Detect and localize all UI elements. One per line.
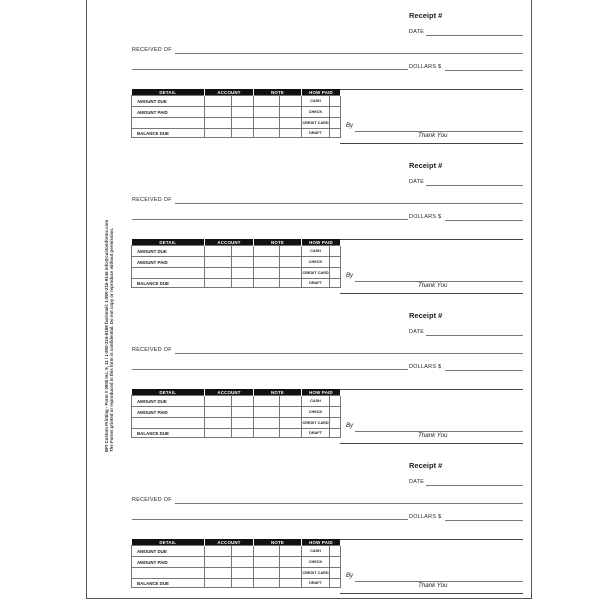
table-cell[interactable] bbox=[254, 418, 280, 429]
table-cell[interactable] bbox=[205, 579, 232, 588]
table-cell[interactable] bbox=[232, 396, 254, 407]
thank-you-text: Thank You bbox=[418, 432, 448, 439]
amount-paid-label: AMOUNT PAID bbox=[132, 107, 205, 118]
side-imprint-line-2: The Forms printed or reproduced in this form is confidential. Do not copy or reproduce without permission. bbox=[109, 227, 114, 452]
draft-checkbox[interactable] bbox=[330, 129, 341, 138]
account-header: ACCOUNT bbox=[205, 389, 254, 396]
table-cell[interactable] bbox=[205, 118, 232, 129]
table-cell[interactable] bbox=[205, 429, 232, 438]
table-cell[interactable] bbox=[205, 418, 232, 429]
thank-you-text: Thank You bbox=[418, 132, 448, 139]
table-cell[interactable] bbox=[280, 557, 302, 568]
dollars-field[interactable] bbox=[445, 520, 523, 521]
table-cell[interactable] bbox=[232, 107, 254, 118]
table-cell[interactable] bbox=[280, 257, 302, 268]
table-cell[interactable] bbox=[280, 396, 302, 407]
table-cell[interactable] bbox=[205, 407, 232, 418]
table-cell[interactable] bbox=[232, 568, 254, 579]
credit-card-checkbox[interactable] bbox=[330, 418, 341, 429]
amount-due-label: AMOUNT DUE bbox=[132, 96, 205, 107]
table-cell[interactable] bbox=[280, 246, 302, 257]
signature-box bbox=[340, 539, 523, 594]
amount-words-field[interactable] bbox=[132, 69, 408, 70]
table-cell[interactable] bbox=[232, 118, 254, 129]
receipt-3 bbox=[87, 300, 531, 450]
detail-blank-row bbox=[132, 268, 205, 279]
table-cell[interactable] bbox=[232, 257, 254, 268]
table-cell[interactable] bbox=[254, 268, 280, 279]
received-of-field[interactable] bbox=[175, 203, 523, 204]
check-checkbox[interactable] bbox=[330, 557, 341, 568]
signature-box bbox=[340, 389, 523, 444]
date-label: DATE bbox=[409, 479, 425, 485]
table-cell[interactable] bbox=[232, 129, 254, 138]
cash-option: CASH bbox=[302, 546, 330, 557]
table-cell[interactable] bbox=[280, 107, 302, 118]
receipt-number-label: Receipt # bbox=[409, 311, 443, 320]
date-label: DATE bbox=[409, 179, 425, 185]
note-header: NOTE bbox=[254, 89, 302, 96]
check-option: CHECK bbox=[302, 257, 330, 268]
check-checkbox[interactable] bbox=[330, 107, 341, 118]
table-cell[interactable] bbox=[254, 407, 280, 418]
draft-option: DRAFT bbox=[302, 579, 330, 588]
dollars-label: DOLLARS $ bbox=[409, 514, 442, 520]
payment-table bbox=[131, 89, 341, 138]
table-cell[interactable] bbox=[280, 429, 302, 438]
account-header: ACCOUNT bbox=[205, 539, 254, 546]
amount-words-field[interactable] bbox=[132, 369, 408, 370]
draft-option: DRAFT bbox=[302, 429, 330, 438]
received-of-label: RECEIVED OF bbox=[132, 347, 172, 353]
note-header: NOTE bbox=[254, 389, 302, 396]
receipt-number-label: Receipt # bbox=[409, 461, 443, 470]
table-cell[interactable] bbox=[232, 546, 254, 557]
check-option: CHECK bbox=[302, 407, 330, 418]
draft-option: DRAFT bbox=[302, 129, 330, 138]
draft-option: DRAFT bbox=[302, 279, 330, 288]
table-cell[interactable] bbox=[232, 579, 254, 588]
account-header: ACCOUNT bbox=[205, 239, 254, 246]
detail-blank-row bbox=[132, 568, 205, 579]
table-cell[interactable] bbox=[280, 96, 302, 107]
table-cell[interactable] bbox=[254, 257, 280, 268]
date-label: DATE bbox=[409, 329, 425, 335]
payment-table bbox=[131, 539, 341, 588]
how-paid-header: HOW PAID bbox=[302, 89, 341, 96]
cash-option: CASH bbox=[302, 396, 330, 407]
detail-blank-row bbox=[132, 118, 205, 129]
by-label: By bbox=[346, 573, 354, 579]
balance-due-label: BALANCE DUE bbox=[132, 429, 205, 438]
table-cell[interactable] bbox=[232, 279, 254, 288]
amount-words-field[interactable] bbox=[132, 519, 408, 520]
table-cell[interactable] bbox=[205, 257, 232, 268]
thank-you-text: Thank You bbox=[418, 582, 448, 589]
balance-due-label: BALANCE DUE bbox=[132, 579, 205, 588]
table-cell[interactable] bbox=[205, 246, 232, 257]
credit-card-option: CREDIT CARD bbox=[302, 568, 330, 579]
side-imprint-line-1: BPI Custom Printing - Form # 0905 Inc. 9, 11 / 1-800-216-8188 fax/email: 1-800-216-9146 info@customforms.com bbox=[104, 219, 109, 452]
dollars-label: DOLLARS $ bbox=[409, 64, 442, 70]
table-cell[interactable] bbox=[254, 546, 280, 557]
balance-due-label: BALANCE DUE bbox=[132, 279, 205, 288]
by-label: By bbox=[346, 273, 354, 279]
received-of-field[interactable] bbox=[175, 503, 523, 504]
check-checkbox[interactable] bbox=[330, 257, 341, 268]
check-option: CHECK bbox=[302, 107, 330, 118]
credit-card-option: CREDIT CARD bbox=[302, 418, 330, 429]
cash-checkbox[interactable] bbox=[330, 546, 341, 557]
table-cell[interactable] bbox=[254, 246, 280, 257]
table-cell[interactable] bbox=[205, 129, 232, 138]
amount-due-label: AMOUNT DUE bbox=[132, 246, 205, 257]
credit-card-option: CREDIT CARD bbox=[302, 268, 330, 279]
table-cell[interactable] bbox=[205, 279, 232, 288]
cash-checkbox[interactable] bbox=[330, 246, 341, 257]
received-of-field[interactable] bbox=[175, 353, 523, 354]
credit-card-checkbox[interactable] bbox=[330, 268, 341, 279]
cash-option: CASH bbox=[302, 246, 330, 257]
check-checkbox[interactable] bbox=[330, 407, 341, 418]
table-cell[interactable] bbox=[205, 96, 232, 107]
received-of-field[interactable] bbox=[175, 53, 523, 54]
amount-words-field[interactable] bbox=[132, 219, 408, 220]
table-cell[interactable] bbox=[205, 568, 232, 579]
note-header: NOTE bbox=[254, 539, 302, 546]
amount-paid-label: AMOUNT PAID bbox=[132, 557, 205, 568]
receipt-2 bbox=[87, 150, 531, 300]
dollars-field[interactable] bbox=[445, 370, 523, 371]
detail-blank-row bbox=[132, 418, 205, 429]
amount-due-label: AMOUNT DUE bbox=[132, 546, 205, 557]
signature-box bbox=[340, 89, 523, 144]
dollars-field[interactable] bbox=[445, 220, 523, 221]
table-cell[interactable] bbox=[205, 396, 232, 407]
by-label: By bbox=[346, 423, 354, 429]
how-paid-header: HOW PAID bbox=[302, 239, 341, 246]
date-field[interactable] bbox=[426, 185, 523, 186]
how-paid-header: HOW PAID bbox=[302, 389, 341, 396]
detail-header: DETAIL bbox=[132, 539, 205, 546]
table-cell[interactable] bbox=[232, 268, 254, 279]
date-label: DATE bbox=[409, 29, 425, 35]
how-paid-header: HOW PAID bbox=[302, 539, 341, 546]
table-cell[interactable] bbox=[205, 557, 232, 568]
dollars-field[interactable] bbox=[445, 70, 523, 71]
received-of-label: RECEIVED OF bbox=[132, 497, 172, 503]
cash-option: CASH bbox=[302, 96, 330, 107]
table-cell[interactable] bbox=[232, 429, 254, 438]
table-cell[interactable] bbox=[280, 418, 302, 429]
table-cell[interactable] bbox=[254, 396, 280, 407]
table-cell[interactable] bbox=[232, 557, 254, 568]
credit-card-checkbox[interactable] bbox=[330, 118, 341, 129]
table-cell[interactable] bbox=[232, 96, 254, 107]
balance-due-label: BALANCE DUE bbox=[132, 129, 205, 138]
table-cell[interactable] bbox=[280, 568, 302, 579]
dollars-label: DOLLARS $ bbox=[409, 364, 442, 370]
dollars-label: DOLLARS $ bbox=[409, 214, 442, 220]
date-field[interactable] bbox=[426, 35, 523, 36]
detail-header: DETAIL bbox=[132, 89, 205, 96]
cash-checkbox[interactable] bbox=[330, 396, 341, 407]
date-field[interactable] bbox=[426, 335, 523, 336]
credit-card-option: CREDIT CARD bbox=[302, 118, 330, 129]
table-cell[interactable] bbox=[254, 118, 280, 129]
amount-due-label: AMOUNT DUE bbox=[132, 396, 205, 407]
receipt-number-label: Receipt # bbox=[409, 11, 443, 20]
receipt-4 bbox=[87, 450, 531, 600]
table-cell[interactable] bbox=[280, 407, 302, 418]
date-field[interactable] bbox=[426, 485, 523, 486]
by-label: By bbox=[346, 123, 354, 129]
amount-paid-label: AMOUNT PAID bbox=[132, 257, 205, 268]
table-cell[interactable] bbox=[232, 407, 254, 418]
draft-checkbox[interactable] bbox=[330, 579, 341, 588]
cash-checkbox[interactable] bbox=[330, 96, 341, 107]
receipt-form-sheet bbox=[86, 0, 532, 599]
draft-checkbox[interactable] bbox=[330, 429, 341, 438]
note-header: NOTE bbox=[254, 239, 302, 246]
account-header: ACCOUNT bbox=[205, 89, 254, 96]
table-cell[interactable] bbox=[254, 429, 280, 438]
table-cell[interactable] bbox=[205, 546, 232, 557]
table-cell[interactable] bbox=[205, 107, 232, 118]
table-cell[interactable] bbox=[254, 107, 280, 118]
table-cell[interactable] bbox=[254, 279, 280, 288]
table-cell[interactable] bbox=[280, 118, 302, 129]
table-cell[interactable] bbox=[254, 568, 280, 579]
draft-checkbox[interactable] bbox=[330, 279, 341, 288]
receipt-1 bbox=[87, 0, 531, 150]
signature-box bbox=[340, 239, 523, 294]
payment-table bbox=[131, 389, 341, 438]
thank-you-text: Thank You bbox=[418, 282, 448, 289]
received-of-label: RECEIVED OF bbox=[132, 197, 172, 203]
table-cell[interactable] bbox=[232, 418, 254, 429]
table-cell[interactable] bbox=[280, 129, 302, 138]
table-cell[interactable] bbox=[280, 579, 302, 588]
table-cell[interactable] bbox=[254, 96, 280, 107]
amount-paid-label: AMOUNT PAID bbox=[132, 407, 205, 418]
check-option: CHECK bbox=[302, 557, 330, 568]
table-cell[interactable] bbox=[280, 268, 302, 279]
table-cell[interactable] bbox=[232, 246, 254, 257]
table-cell[interactable] bbox=[280, 546, 302, 557]
detail-header: DETAIL bbox=[132, 239, 205, 246]
credit-card-checkbox[interactable] bbox=[330, 568, 341, 579]
table-cell[interactable] bbox=[280, 279, 302, 288]
detail-header: DETAIL bbox=[132, 389, 205, 396]
table-cell[interactable] bbox=[254, 129, 280, 138]
table-cell[interactable] bbox=[205, 268, 232, 279]
table-cell[interactable] bbox=[254, 579, 280, 588]
receipt-number-label: Receipt # bbox=[409, 161, 443, 170]
table-cell[interactable] bbox=[254, 557, 280, 568]
received-of-label: RECEIVED OF bbox=[132, 47, 172, 53]
payment-table bbox=[131, 239, 341, 288]
